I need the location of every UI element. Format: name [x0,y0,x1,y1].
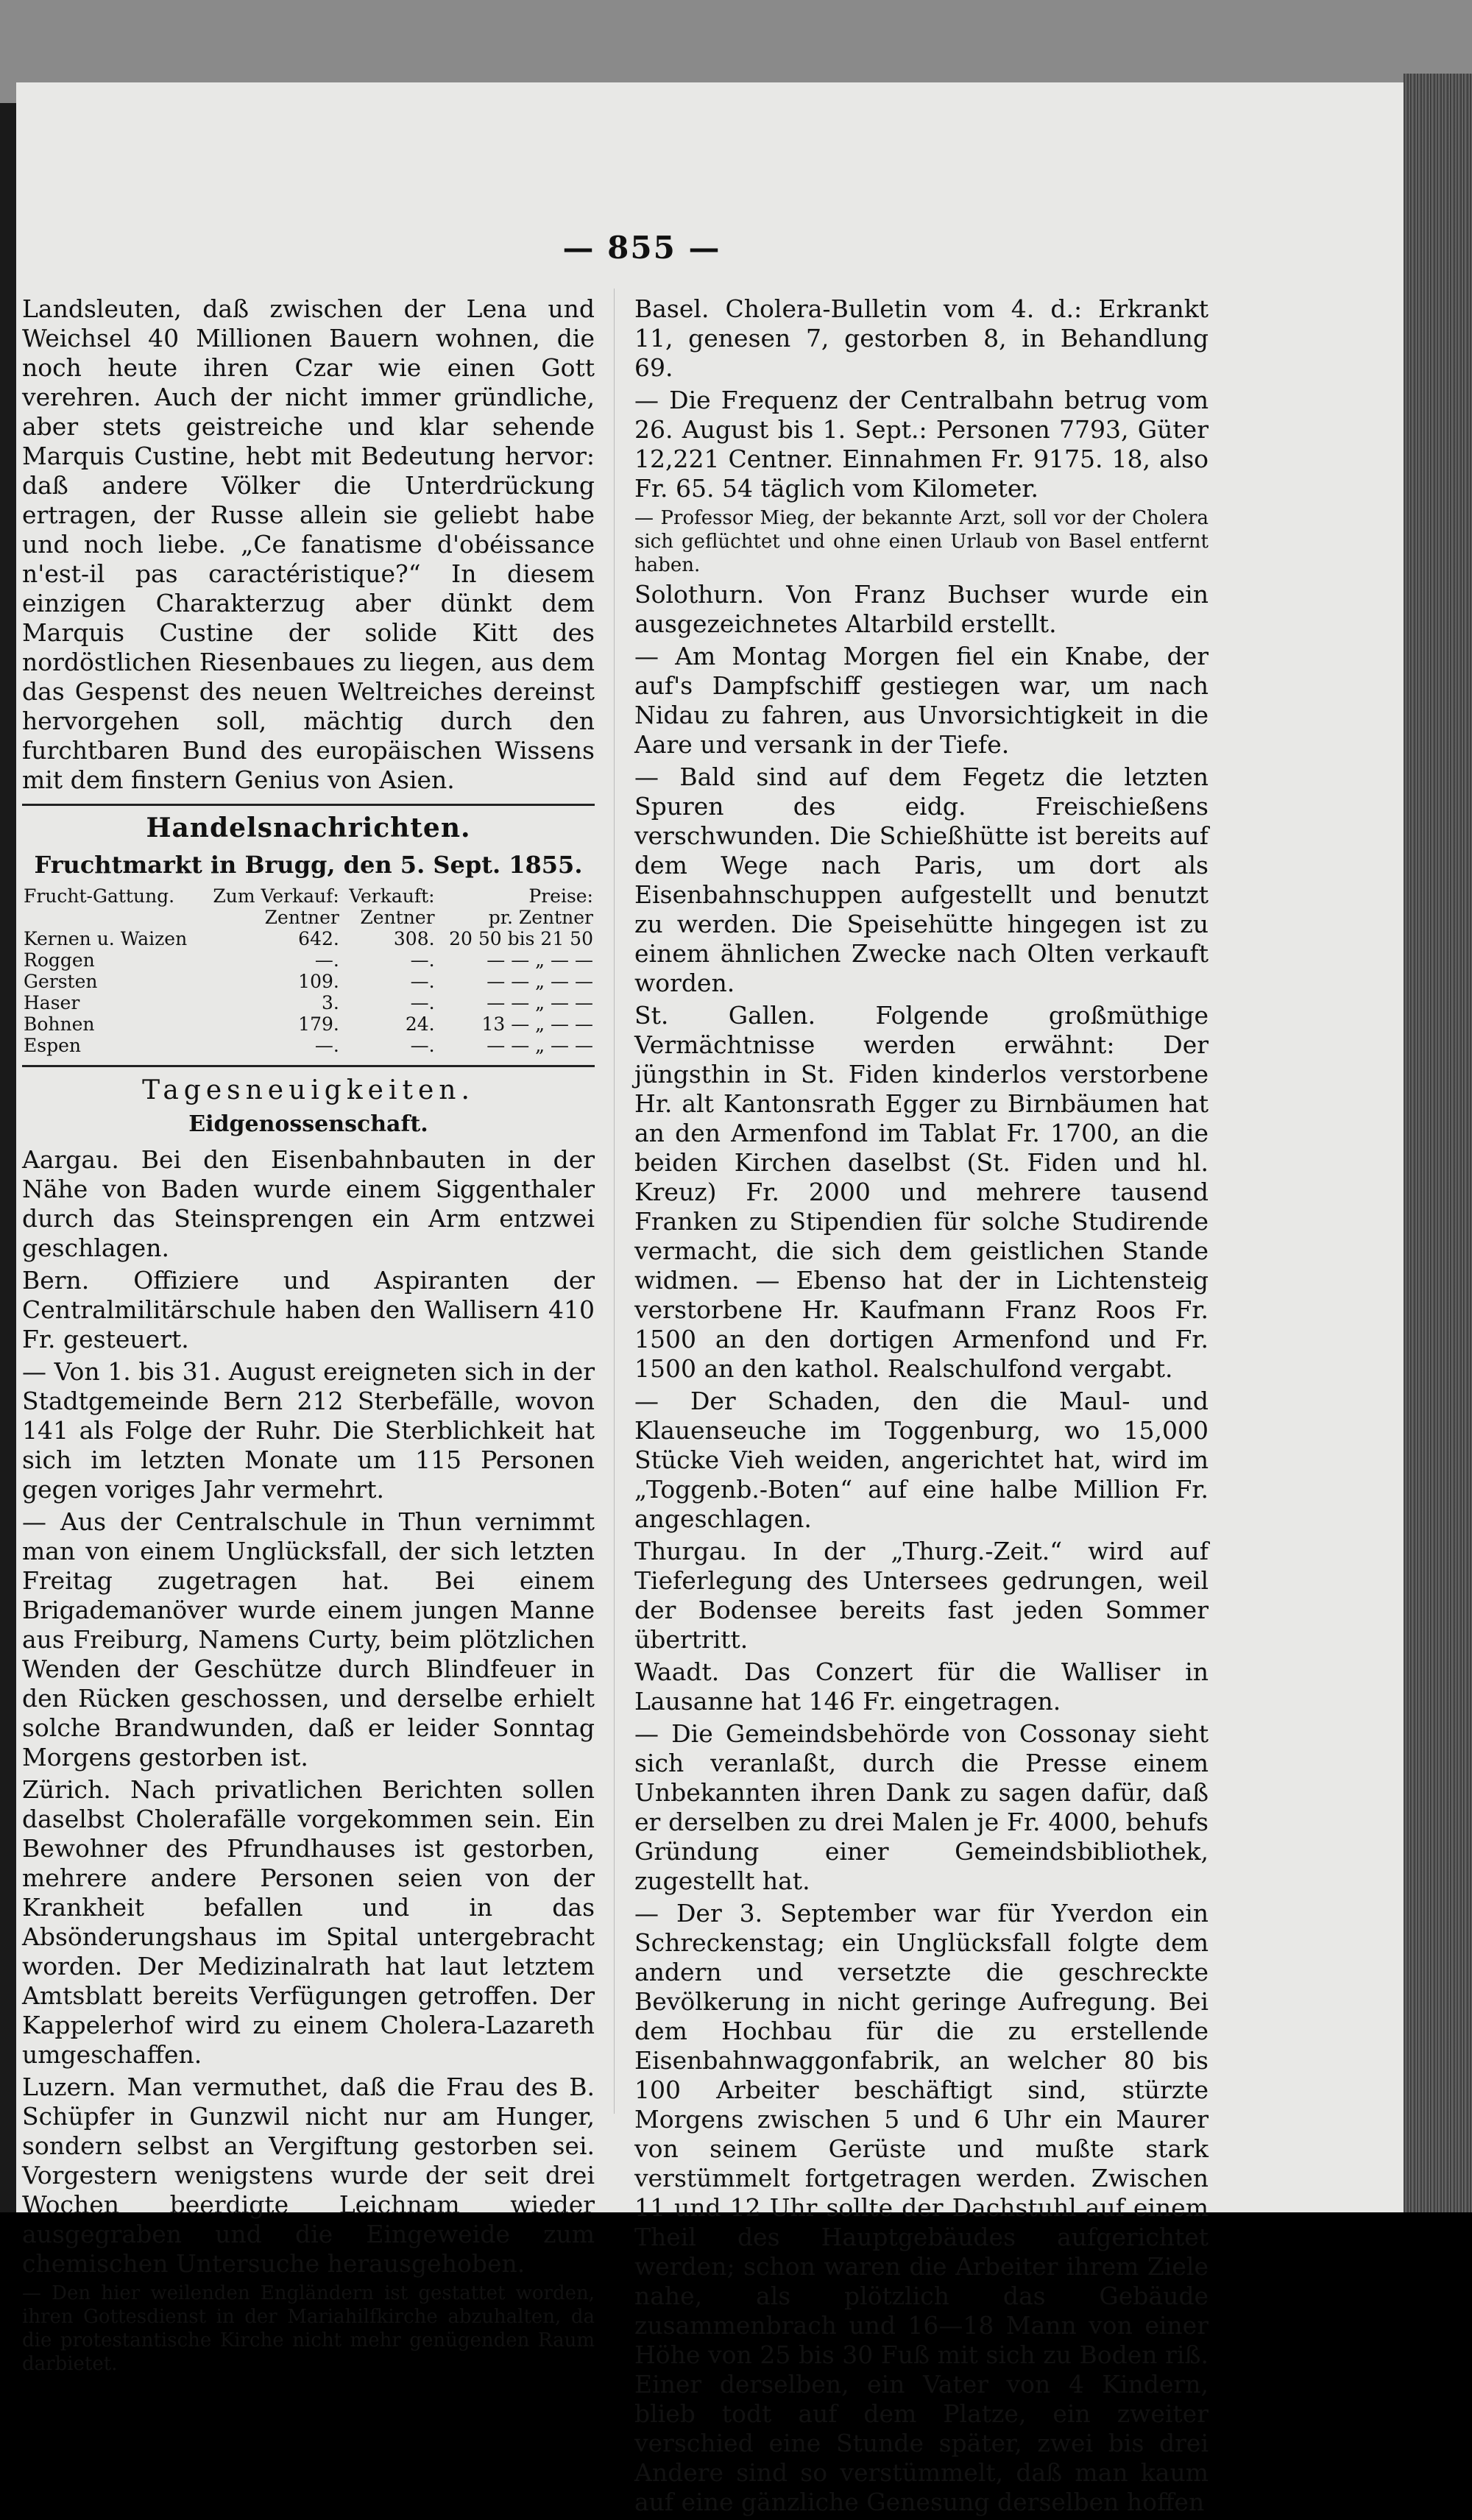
section-rule [22,804,595,806]
sold-value: 24. [405,1013,435,1035]
price-value: — — „ — — [486,971,593,992]
sold-value: 308. [393,928,435,949]
market-header-cell: Preise: [528,885,593,907]
page-stack-edge [1404,74,1472,2212]
market-unit-cell [22,907,202,928]
price-value: — — „ — — [486,992,593,1013]
market-unit-cell: Zentner [360,907,435,928]
news-item-luzern: Luzern. Man vermuthet, daß die Frau des B. Schüpfer in Gunzwil nicht nur am Hunger, sondern selbst an Vergiftung gestorben sei. Vorgestern wenigstens wurde der seit drei Wochen beerdigte Leichnam wieder ausgegraben und die Eingeweide zum chemischen Untersuche herausgehoben. [22,2073,595,2278]
market-row [22,1035,595,1056]
price-value: — — „ — — [486,949,593,971]
grain-name: Espen [24,1035,81,1056]
offered-value: 642. [298,928,339,949]
news-item-cossonay: — Die Gemeindsbehörde von Cossonay sieht sich veranlaßt, durch die Presse einem Unbekannten ihren Dank zu sagen dafür, daß er derselben zu drei Malen je Fr. 4000, behufs Gründung einer Gemeindsbibliothek, zugestellt hat. [634,1719,1209,1895]
price-value: 13 — „ — — [481,1013,593,1035]
news-item-zurich: Zürich. Nach privatlichen Berichten sollen daselbst Cholerafälle vorgekommen sein. Ein Bewohner des Pfrundhauses ist gestorben, mehrere andere Personen seien von der Krankheit befallen und in das Absönderungshaus im Spital untergebracht worden. Der Medizinalrath hat laut letztem Amtsblatt bereits Verfügungen getroffen. Der Kappelerhof wird zu einem Cholera-Lazareth umgeschaffen. [22,1775,595,2069]
news-item-englaender: — Den hier weilenden Engländern ist gestattet worden, ihren Gottesdienst in der Mariahilfkirche abzuhalten, da die protestantische Kirche nicht mehr genügenden Raum darbietet. [22,2282,595,2375]
news-item-yverdon: — Der 3. September war für Yverdon ein Schreckenstag; ein Unglücksfall folgte dem andern und versetzte die geschreckte Bevölkerung in nicht geringe Aufregung. Bei dem Hochbau für die zu erstellende Eisenbahnwaggonfabrik, an welcher 80 bis 100 Arbeiter beschäftigt sind, stürzte Morgens zwischen 5 und 6 Uhr ein Maurer von seinem Gerüste und mußte stark verstümmelt fortgetragen werden. Zwischen 11 und 12 Uhr sollte der Dachstuhl auf einem Theil des Hauptgebäudes aufgerichtet werden; schon waren die Arbeiter ihrem Ziele nahe, als plötzlich das Gebäude zusammenbrach und 16—18 Mann von einer Höhe von 25 bis 30 Fuß mit sich zu Boden riß. Einer derselben, ein Vater von 4 Kindern, blieb todt auf dem Platze, ein zweiter verschied eine Stunde später, zwei bis drei Andere sind so verstümmelt, daß man kaum auf eine gänzliche Genesung derselben hoffen [634,1899,1209,2516]
news-item-bern-deaths: — Von 1. bis 31. August ereigneten sich in der Stadtgemeinde Bern 212 Sterbefälle, wovon 141 als Folge der Ruhr. Die Sterblichkeit hat sich im letzten Monate um 115 Personen gegen voriges Jahr vermehrt. [22,1357,595,1504]
market-unit-cell: pr. Zentner [488,907,593,928]
market-row [22,928,595,949]
market-title: Fruchtmarkt in Brugg, den 5. Sept. 1855. [34,851,583,879]
market-row [22,949,595,971]
section-rule [22,1065,595,1067]
offered-value: —. [314,1035,339,1056]
grain-name: Kernen u. Waizen [24,928,188,949]
handels-heading: Handelsnachrichten. [146,813,471,843]
sold-value: —. [410,949,435,971]
grain-name: Bohnen [24,1013,95,1035]
grain-name: Haser [24,992,80,1013]
left-column [22,294,595,2379]
news-item-waadt: Waadt. Das Conzert für die Walliser in Lausanne hat 146 Fr. eingetragen. [634,1657,1209,1716]
market-units-row [22,907,595,928]
intro-paragraph: Landsleuten, daß zwischen der Lena und Weichsel 40 Millionen Bauern wohnen, die noch heute ihren Czar wie einen Gott verehren. Auch der nicht immer gründliche, aber stets geistreiche und klar sehende Marquis Custine, hebt mit Bedeutung hervor: daß andere Völker die Unterdrückung ertragen, der Russe allein sie geliebt habe und noch liebe. „Ce fanatisme d'obéissance n'est-il pas caractéristique?“ In diesem einzigen Charakterzug aber dünkt dem Marquis Custine der solide Kitt des nordöstlichen Riesenbaues zu liegen, aus dem das Gespenst des neuen Weltreiches dereinst hervorgehen soll, mächtig durch den furchtbaren Bund des europäischen Wissens mit dem finstern Genius von Asien. [22,294,595,794]
news-item-thurgau: Thurgau. In der „Thurg.-Zeit.“ wird auf Tieferlegung des Untersees gedrungen, weil der Bodensee bereits fast jeden Sommer übertritt. [634,1537,1209,1654]
price-value: — — „ — — [486,1035,593,1056]
column-divider [614,289,615,2114]
market-row [22,1013,595,1035]
market-row [22,992,595,1013]
newspaper-page [16,82,1404,2516]
news-item-fegetz: — Bald sind auf dem Fegetz die letzten Spuren des eidg. Freischießens verschwunden. Die Schießhütte ist bereits auf dem Wege nach Paris, um dort als Eisenbahnschuppen aufgestellt und benutzt zu werden. Die Speisehütte hingegen ist zu einem ähnlichen Zwecke nach Olten verkauft worden. [634,762,1209,997]
news-item-solothurn: Solothurn. Von Franz Buchser wurde ein ausgezeichnetes Altarbild erstellt. [634,580,1209,638]
eidgenossenschaft-heading: Eidgenossenschaft. [188,1111,428,1137]
right-column [634,294,1209,2520]
market-header-cell: Frucht-Gattung. [24,885,175,907]
news-item-centralbahn: — Die Frequenz der Centralbahn betrug vom 26. August bis 1. Sept.: Personen 7793, Güter 12,221 Centner. Einnahmen Fr. 9175. 18, also Fr. 65. 54 täglich vom Kilometer. [634,386,1209,503]
offered-value: 109. [298,971,339,992]
market-header-cell: Zum Verkauf: [213,885,339,907]
news-item-thun: — Aus der Centralschule in Thun vernimmt man von einem Unglücksfall, der sich letzten Freitag zugetragen hat. Bei einem Brigademanöver wurde einem jungen Manne aus Freiburg, Namens Curty, beim plötzlichen Wenden der Geschütze durch Blindfeuer in den Rücken geschossen, und derselbe erhielt solche Brandwunden, daß er leider Sonntag Morgens gestorben ist. [22,1507,595,1772]
news-item-aargau: Aargau. Bei den Eisenbahnbauten in der Nähe von Baden wurde einem Siggenthaler durch das Steinsprengen ein Arm entzwei geschlagen. [22,1145,595,1262]
offered-value: 179. [298,1013,339,1035]
news-item-mieg: — Professor Mieg, der bekannte Arzt, soll vor der Cholera sich geflüchtet und ohne einen Urlaub von Basel entfernt haben. [634,507,1209,576]
price-value: 20 50 bis 21 50 [449,928,593,949]
news-item-st-gallen: St. Gallen. Folgende großmüthige Vermächtnisse werden erwähnt: Der jüngsthin in St. Fiden kinderlos verstorbene Hr. alt Kantonsrath Egger zu Birnbäumen hat an den Armenfond im Tablat Fr. 1700, an die beiden Kirchen daselbst (St. Fiden und hl. Kreuz) Fr. 2000 und mehrere tausend Franken zu Stipendien für solche Studirende vermacht, die sich dem geistlichen Stande widmen. — Ebenso hat der in Lichtensteig verstorbene Hr. Kaufmann Franz Roos Fr. 1500 an den dortigen Armenfond und Fr. 1500 an den kathol. Realschulfond vergabt. [634,1001,1209,1383]
market-unit-cell: Zentner [264,907,339,928]
grain-name: Roggen [24,949,95,971]
sold-value: —. [410,971,435,992]
market-table [22,885,595,1056]
news-item-basel: Basel. Cholera-Bulletin vom 4. d.: Erkrankt 11, genesen 7, gestorben 8, in Behandlung 69. [634,294,1209,382]
news-item-bern: Bern. Offiziere und Aspiranten der Centralmilitärschule haben den Wallisern 410 Fr. gesteuert. [22,1266,595,1353]
market-header-row [22,885,595,907]
sold-value: —. [410,1035,435,1056]
market-row [22,971,595,992]
offered-value: 3. [321,992,339,1013]
market-header-cell: Verkauft: [349,885,435,907]
tages-heading: Tagesneuigkeiten. [142,1075,475,1105]
offered-value: —. [314,949,339,971]
news-item-nidau: — Am Montag Morgen fiel ein Knabe, der auf's Dampfschiff gestiegen war, um nach Nidau zu fahren, aus Unvorsichtigkeit in die Aare und versank in der Tiefe. [634,642,1209,759]
sold-value: —. [410,992,435,1013]
grain-name: Gersten [24,971,98,992]
book-spine-shadow [0,103,16,2212]
news-item-toggenburg: — Der Schaden, den die Maul- und Klauenseuche im Toggenburg, wo 15,000 Stücke Vieh weiden, angerichtet hat, wird im „Toggenb.-Boten“ auf eine halbe Million Fr. angeschlagen. [634,1387,1209,1533]
page-number: — 855 — [562,230,721,266]
